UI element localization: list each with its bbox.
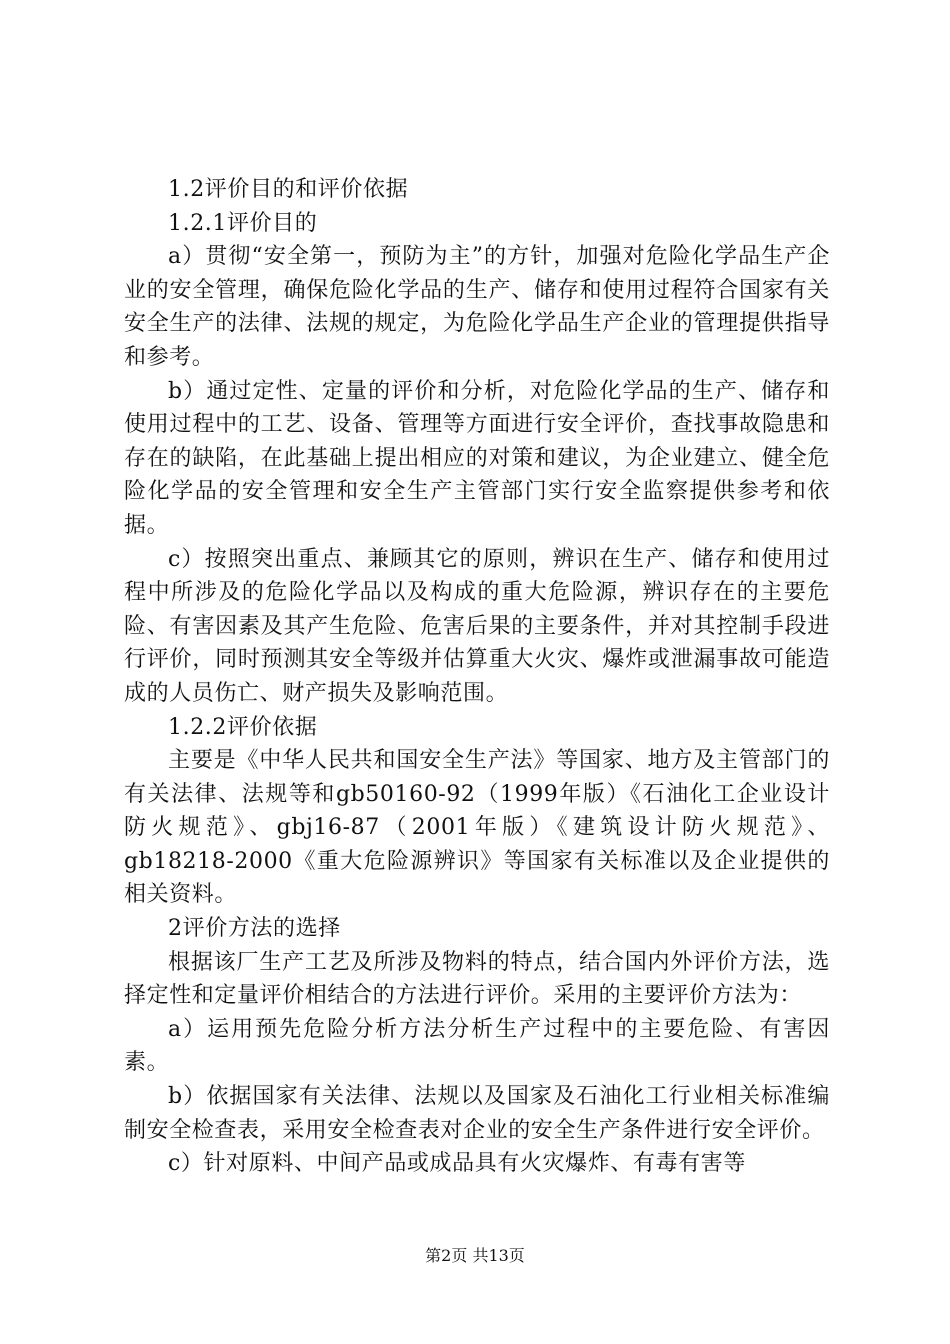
section-heading-2: 2评价方法的选择 bbox=[168, 916, 341, 942]
paragraph-c-method: c）针对原料、中间产品或成品具有火灾爆炸、有毒有害等 bbox=[168, 1151, 746, 1177]
paragraph-a-method: a）运用预先危险分析方法分析生产过程中的主要危险、有害因素。 bbox=[124, 1016, 830, 1076]
paragraph-c-purpose: c）按照突出重点、兼顾其它的原则，辨识在生产、储存和使用过程中所涉及的危险化学品以及构成的重大危险源，辨识存在的主要危险、有害因素及其产生危险、危害后果的主要条件，并对其控制手段进行评价，同时预测其安全等级并估算重大火灾、爆炸或泄漏事故可能造成的人员伤亡、财产损失及影响范围。 bbox=[124, 546, 830, 706]
paragraph-method-intro: 根据该厂生产工艺及所涉及物料的特点，结合国内外评价方法，选择定性和定量评价相结合的方法进行评价。采用的主要评价方法为： bbox=[124, 949, 830, 1009]
document-body bbox=[124, 173, 830, 1181]
section-heading-1-2-2: 1.2.2评价依据 bbox=[168, 714, 318, 740]
page-number-footer: 第2页 共13页 bbox=[425, 1246, 525, 1265]
paragraph-a-purpose: a）贯彻“安全第一，预防为主”的方针，加强对危险化学品生产企业的安全管理，确保危险化学品的生产、储存和使用过程符合国家有关安全生产的法律、法规的规定，为危险化学品生产企业的管理提供指导和参考。 bbox=[124, 244, 830, 370]
section-heading-1-2-1: 1.2.1评价目的 bbox=[168, 210, 318, 236]
paragraph-basis: 主要是《中华人民共和国安全生产法》等国家、地方及主管部门的有关法律、法规等和gb50160-92（1999年版）《石油化工企业设计防火规范》、gbj16-87（2001年版）《建筑设计防火规范》、gb18218-2000《重大危险源辨识》等国家有关标准以及企业提供的相关资料。 bbox=[124, 748, 830, 908]
section-heading-1-2: 1.2评价目的和评价依据 bbox=[168, 177, 409, 202]
paragraph-b-method: b）依据国家有关法律、法规以及国家及石油化工行业相关标准编制安全检查表，采用安全检查表对企业的安全生产条件进行安全评价。 bbox=[124, 1084, 830, 1143]
paragraph-b-purpose: b）通过定性、定量的评价和分析，对危险化学品的生产、储存和使用过程中的工艺、设备、管理等方面进行安全评价，查找事故隐患和存在的缺陷，在此基础上提出相应的对策和建议，为企业建立、健全危险化学品的安全管理和安全生产主管部门实行安全监察提供参考和依据。 bbox=[124, 378, 830, 538]
